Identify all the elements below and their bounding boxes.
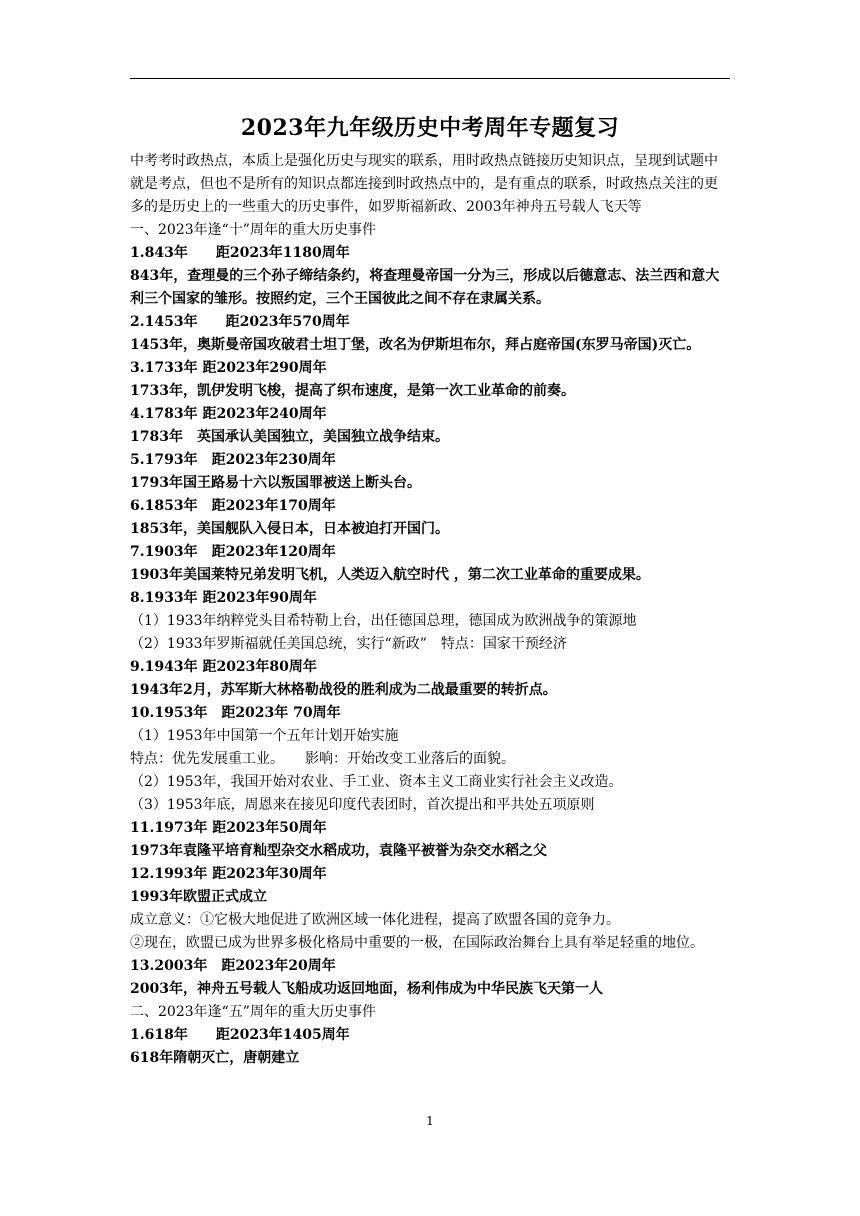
entry-line: 2003年，神舟五号载人飞船成功返回地面，杨利伟成为中华民族飞天第一人 — [130, 981, 603, 997]
document-title: 2023年九年级历史中考周年专题复习 — [240, 115, 620, 141]
body-line: （2）1953年，我国开始对农业、手工业、资本主义工商业实行社会主义改造。 — [130, 774, 623, 790]
page-number: 1 — [426, 1114, 434, 1128]
header-rule — [130, 78, 730, 79]
entry-line: 1.618年 距2023年1405周年 — [130, 1027, 350, 1043]
body-line: 一、2023年逢“十”周年的重大历史事件 — [130, 222, 376, 238]
entry-line: 1853年，美国舰队入侵日本，日本被迫打开国门。 — [130, 521, 449, 537]
entry-line: 1733年，凯伊发明飞梭，提高了织布速度，是第一次工业革命的前奏。 — [130, 383, 575, 399]
entry-line: 1453年，奥斯曼帝国攻破君士坦丁堡，改名为伊斯坦布尔，拜占庭帝国(东罗马帝国)灭亡。 — [130, 337, 701, 353]
entry-line: 1943年2月，苏军斯大林格勒战役的胜利成为二战最重要的转折点。 — [130, 682, 557, 698]
entry-line: 12.1993年 距2023年30周年 — [130, 866, 327, 882]
entry-line: 4.1783年 距2023年240周年 — [130, 406, 327, 422]
document-body — [130, 150, 730, 1070]
entry-line: 11.1973年 距2023年50周年 — [130, 820, 327, 836]
entry-line: 1793年国王路易十六以叛国罪被送上断头台。 — [130, 475, 421, 491]
entry-line: 10.1953年 距2023年 70周年 — [130, 705, 341, 721]
entry-line: 1.843年 距2023年1180周年 — [130, 245, 350, 261]
body-line: ②现在，欧盟已成为世界多极化格局中重要的一极，在国际政治舞台上具有举足轻重的地位。 — [130, 935, 704, 951]
entry-line: 13.2003年 距2023年20周年 — [130, 958, 336, 974]
entry-line: 2.1453年 距2023年570周年 — [130, 314, 350, 330]
intro-paragraph: 中考考时政热点，本质上是强化历史与现实的联系，用时政热点链接历史知识点，呈现到试题中就是考点，但也不是所有的知识点都连接到时政热点中的，是有重点的联系，时政热点关注的更多的是历史上的一些重大的历史事件，如罗斯福新政、2003年神舟五号载人飞天等 — [130, 153, 718, 215]
body-line: （3）1953年底，周恩来在接见印度代表团时，首次提出和平共处五项原则 — [130, 797, 595, 813]
entry-line: 1973年袁隆平培育籼型杂交水稻成功，袁隆平被誉为杂交水稻之父 — [130, 843, 547, 859]
entry-line: 843年，查理曼的三个孙子缔结条约，将查理曼帝国一分为三，形成以后德意志、法兰西和意大利三个国家的雏形。按照约定，三个王国彼此之间不存在隶属关系。 — [130, 268, 720, 307]
entry-line: 5.1793年 距2023年230周年 — [130, 452, 336, 468]
entry-line: 8.1933年 距2023年90周年 — [130, 590, 317, 606]
body-line: （1）1933年纳粹党头目希特勒上台，出任德国总理，德国成为欧洲战争的策源地 — [130, 613, 637, 629]
entry-line: 7.1903年 距2023年120周年 — [130, 544, 336, 560]
body-line: 成立意义：①它极大地促进了欧洲区域一体化进程，提高了欧盟各国的竞争力。 — [130, 912, 620, 928]
entry-line: 1903年美国莱特兄弟发明飞机，人类迈入航空时代 ，第二次工业革命的重要成果。 — [130, 567, 650, 583]
entry-line: 1993年欧盟正式成立 — [130, 889, 267, 905]
body-line: 特点：优先发展重工业。 影响：开始改变工业落后的面貌。 — [130, 751, 515, 767]
body-line: （1）1953年中国第一个五年计划开始实施 — [130, 728, 399, 744]
entry-line: 6.1853年 距2023年170周年 — [130, 498, 336, 514]
entry-line: 618年隋朝灭亡，唐朝建立 — [130, 1050, 300, 1066]
body-line: （2）1933年罗斯福就任美国总统，实行“新政” 特点：国家干预经济 — [130, 636, 567, 652]
entry-line: 9.1943年 距2023年80周年 — [130, 659, 317, 675]
entry-line: 3.1733年 距2023年290周年 — [130, 360, 327, 376]
body-line: 二、2023年逢“五”周年的重大历史事件 — [130, 1004, 376, 1020]
entry-line: 1783年 英国承认美国独立，美国独立战争结束。 — [130, 429, 449, 445]
